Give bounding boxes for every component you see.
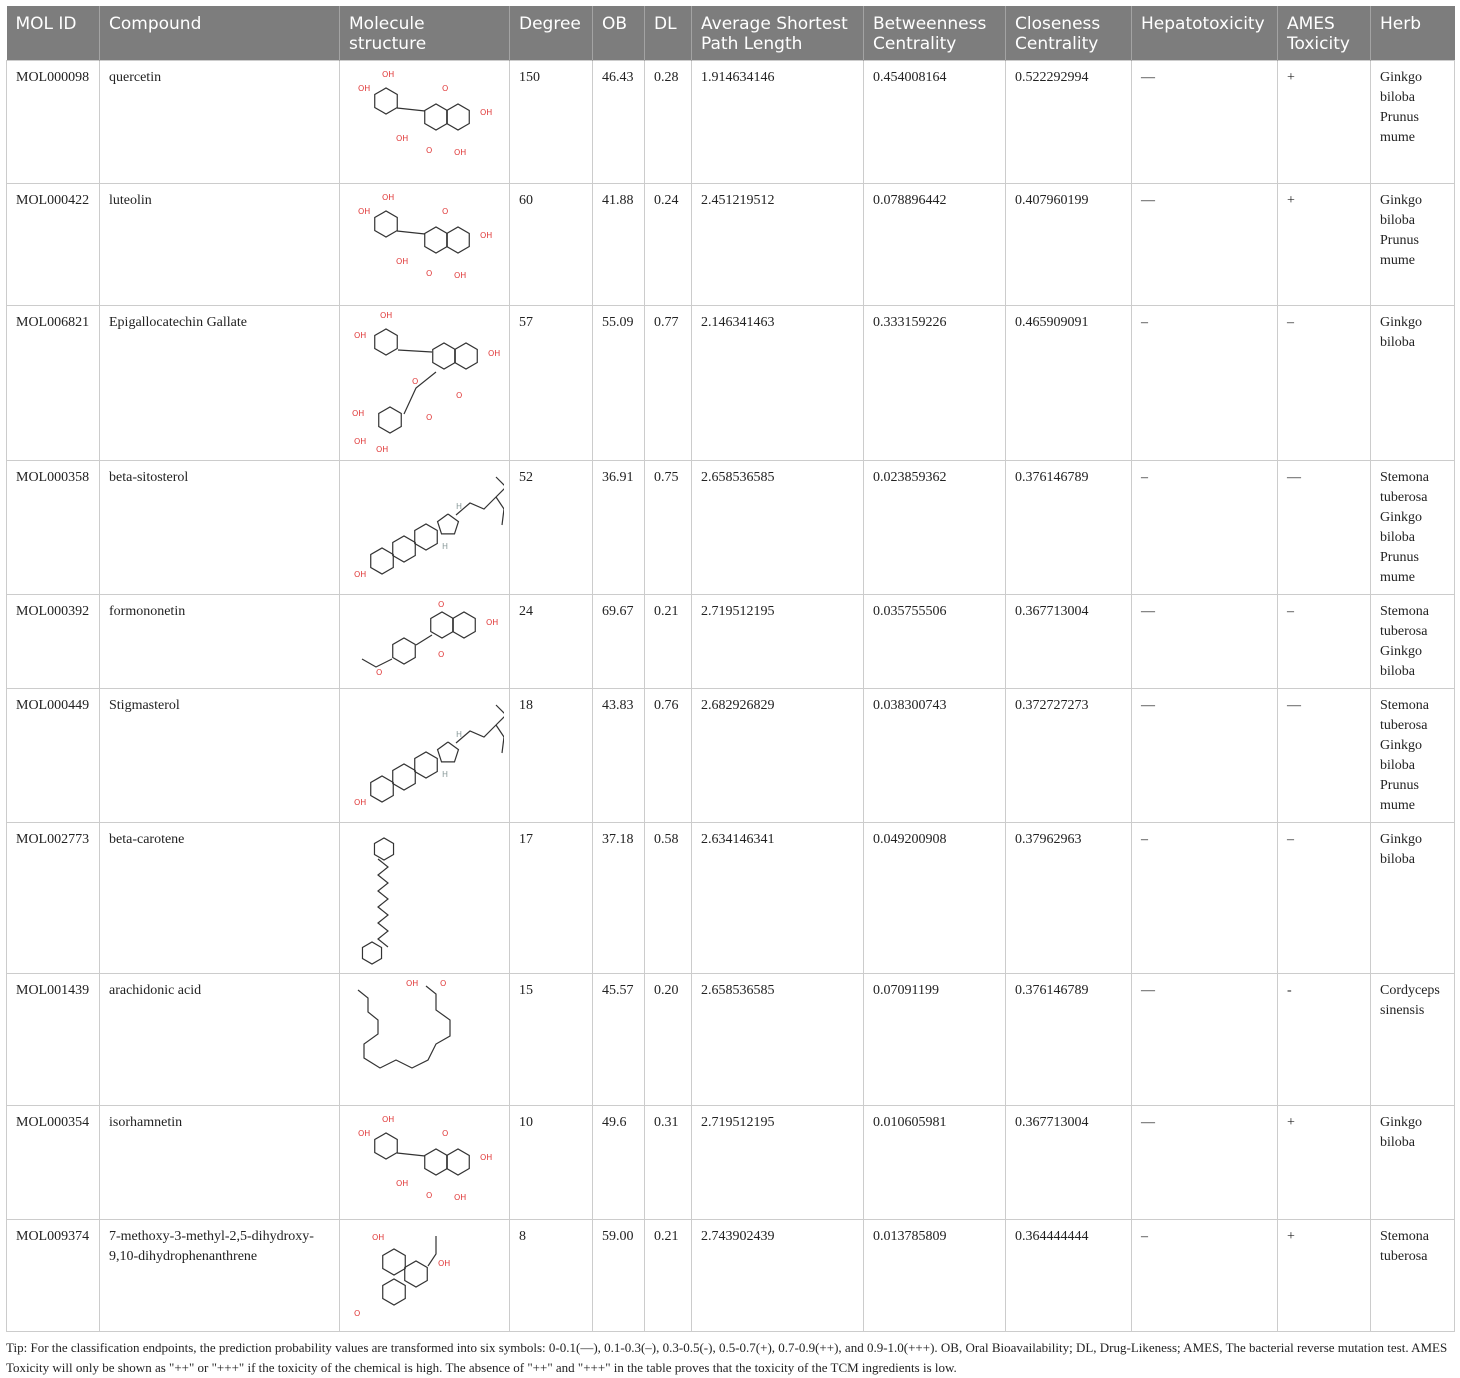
svg-text:H: H [442, 770, 449, 779]
svg-text:H: H [456, 730, 463, 739]
compound-cell: isorhamnetin [100, 1106, 340, 1220]
betweenness-cell: 0.035755506 [864, 595, 1006, 689]
aspl-cell: 2.719512195 [692, 595, 864, 689]
aspl-cell: 2.719512195 [692, 1106, 864, 1220]
svg-text:O: O [426, 413, 433, 422]
col-header-compound: Compound [100, 6, 340, 61]
compound-cell: formononetin [100, 595, 340, 689]
ames-cell: — [1278, 461, 1371, 595]
mol-id-cell: MOL000392 [7, 595, 100, 689]
structure-cell [340, 823, 510, 974]
hepatotoxicity-cell: – [1132, 306, 1278, 461]
col-header-herb: Herb [1371, 6, 1455, 61]
herb-cell: Ginkgo biloba [1371, 1106, 1455, 1220]
betweenness-cell: 0.013785809 [864, 1220, 1006, 1332]
svg-text:O: O [442, 207, 449, 216]
svg-text:OH: OH [354, 437, 367, 446]
hepatotoxicity-cell: — [1132, 595, 1278, 689]
mol-id-cell: MOL002773 [7, 823, 100, 974]
closeness-cell: 0.376146789 [1006, 461, 1132, 595]
svg-text:OH: OH [454, 1193, 467, 1202]
svg-text:OH: OH [480, 231, 493, 240]
col-header-aspl: Average Shortest Path Length [692, 6, 864, 61]
table-row [7, 595, 1455, 689]
flavone-structure-icon [346, 190, 504, 302]
herb-cell: Cordyceps sinensis [1371, 974, 1455, 1106]
compound-cell: arachidonic acid [100, 974, 340, 1106]
mol-id-cell: MOL000358 [7, 461, 100, 595]
dl-cell: 0.21 [645, 1220, 692, 1332]
col-header-dl: DL [645, 6, 692, 61]
dl-cell: 0.28 [645, 61, 692, 184]
herb-cell: Stemona tuberosa Ginkgo biloba [1371, 595, 1455, 689]
aspl-cell: 2.743902439 [692, 1220, 864, 1332]
ames-cell: – [1278, 823, 1371, 974]
betweenness-cell: 0.333159226 [864, 306, 1006, 461]
herb-cell: Stemona tuberosa Ginkgo biloba Prunus mume [1371, 461, 1455, 595]
svg-text:O: O [442, 84, 449, 93]
aspl-cell: 2.658536585 [692, 461, 864, 595]
hepatotoxicity-cell: — [1132, 689, 1278, 823]
svg-text:O: O [426, 146, 433, 155]
closeness-cell: 0.367713004 [1006, 1106, 1132, 1220]
hepatotoxicity-cell: – [1132, 1220, 1278, 1332]
mol-id-cell: MOL000354 [7, 1106, 100, 1220]
degree-cell: 24 [510, 595, 593, 689]
table-row [7, 1106, 1455, 1220]
svg-text:OH: OH [358, 84, 371, 93]
structure-cell [340, 689, 510, 823]
structure-cell [340, 184, 510, 306]
svg-text:O: O [442, 1129, 449, 1138]
svg-text:OH: OH [352, 409, 365, 418]
aspl-cell: 2.146341463 [692, 306, 864, 461]
closeness-cell: 0.407960199 [1006, 184, 1132, 306]
degree-cell: 10 [510, 1106, 593, 1220]
svg-text:OH: OH [372, 1233, 385, 1242]
structure-cell [340, 461, 510, 595]
ames-cell: + [1278, 184, 1371, 306]
mol-id-cell: MOL000449 [7, 689, 100, 823]
betweenness-cell: 0.454008164 [864, 61, 1006, 184]
herb-cell: Ginkgo biloba [1371, 306, 1455, 461]
aspl-cell: 1.914634146 [692, 61, 864, 184]
table-row [7, 306, 1455, 461]
aspl-cell: 2.451219512 [692, 184, 864, 306]
betweenness-cell: 0.078896442 [864, 184, 1006, 306]
ames-cell: – [1278, 306, 1371, 461]
svg-text:OH: OH [382, 70, 395, 79]
betweenness-cell: 0.07091199 [864, 974, 1006, 1106]
mol-id-cell: MOL000098 [7, 61, 100, 184]
ob-cell: 49.6 [593, 1106, 645, 1220]
ames-cell: – [1278, 595, 1371, 689]
fatty-acid-structure-icon [346, 980, 504, 1102]
svg-text:O: O [354, 1309, 361, 1318]
mol-id-cell: MOL006821 [7, 306, 100, 461]
hepatotoxicity-cell: — [1132, 184, 1278, 306]
sterol-structure-icon [346, 695, 504, 819]
svg-text:OH: OH [380, 312, 393, 320]
svg-text:OH: OH [480, 108, 493, 117]
svg-text:OH: OH [396, 1179, 409, 1188]
degree-cell: 52 [510, 461, 593, 595]
herb-cell: Ginkgo biloba Prunus mume [1371, 61, 1455, 184]
col-header-degree: Degree [510, 6, 593, 61]
col-header-structure: Molecule structure [340, 6, 510, 61]
svg-text:OH: OH [406, 980, 419, 988]
svg-text:OH: OH [382, 1115, 395, 1124]
svg-text:O: O [456, 391, 463, 400]
degree-cell: 18 [510, 689, 593, 823]
betweenness-cell: 0.010605981 [864, 1106, 1006, 1220]
ames-cell: + [1278, 1220, 1371, 1332]
degree-cell: 60 [510, 184, 593, 306]
svg-text:OH: OH [354, 798, 367, 807]
svg-text:OH: OH [454, 271, 467, 280]
degree-cell: 15 [510, 974, 593, 1106]
svg-text:OH: OH [486, 618, 499, 627]
compound-table-wrapper [6, 6, 1454, 1332]
closeness-cell: 0.372727273 [1006, 689, 1132, 823]
closeness-cell: 0.364444444 [1006, 1220, 1132, 1332]
compound-cell: luteolin [100, 184, 340, 306]
svg-text:OH: OH [396, 257, 409, 266]
svg-text:OH: OH [376, 445, 389, 454]
closeness-cell: 0.522292994 [1006, 61, 1132, 184]
svg-text:O: O [438, 650, 445, 659]
table-row [7, 823, 1455, 974]
mol-id-cell: MOL009374 [7, 1220, 100, 1332]
dl-cell: 0.76 [645, 689, 692, 823]
compound-table [6, 6, 1455, 1332]
table-row [7, 61, 1455, 184]
closeness-cell: 0.367713004 [1006, 595, 1132, 689]
svg-text:O: O [412, 377, 419, 386]
betweenness-cell: 0.023859362 [864, 461, 1006, 595]
ames-cell: + [1278, 1106, 1371, 1220]
dl-cell: 0.75 [645, 461, 692, 595]
svg-text:H: H [442, 542, 449, 551]
isoflavone-structure-icon [346, 601, 504, 685]
dl-cell: 0.77 [645, 306, 692, 461]
herb-cell: Ginkgo biloba [1371, 823, 1455, 974]
svg-text:O: O [426, 269, 433, 278]
col-header-betweenness: Betweenness Centrality [864, 6, 1006, 61]
phenanthrene-structure-icon [346, 1226, 504, 1328]
table-row [7, 461, 1455, 595]
betweenness-cell: 0.038300743 [864, 689, 1006, 823]
mol-id-cell: MOL001439 [7, 974, 100, 1106]
herb-cell: Stemona tuberosa [1371, 1220, 1455, 1332]
carotenoid-structure-icon [346, 829, 504, 970]
compound-cell: 7-methoxy-3-methyl-2,5-dihydroxy-9,10-dihydrophenanthrene [100, 1220, 340, 1332]
ob-cell: 69.67 [593, 595, 645, 689]
svg-text:O: O [376, 668, 383, 677]
svg-text:O: O [440, 980, 447, 988]
ob-cell: 41.88 [593, 184, 645, 306]
svg-text:OH: OH [480, 1153, 493, 1162]
degree-cell: 150 [510, 61, 593, 184]
svg-text:OH: OH [454, 148, 467, 157]
table-row [7, 1220, 1455, 1332]
dl-cell: 0.31 [645, 1106, 692, 1220]
compound-cell: Epigallocatechin Gallate [100, 306, 340, 461]
hepatotoxicity-cell: – [1132, 823, 1278, 974]
hepatotoxicity-cell: – [1132, 461, 1278, 595]
catechin-gallate-structure-icon [346, 312, 504, 457]
svg-text:OH: OH [438, 1259, 451, 1268]
flavonol-structure-icon [346, 1112, 504, 1216]
svg-text:OH: OH [358, 1129, 371, 1138]
ob-cell: 43.83 [593, 689, 645, 823]
ames-cell: — [1278, 689, 1371, 823]
dl-cell: 0.20 [645, 974, 692, 1106]
table-row [7, 974, 1455, 1106]
herb-cell: Stemona tuberosa Ginkgo biloba Prunus mume [1371, 689, 1455, 823]
col-header-hepatotoxicity: Hepatotoxicity [1132, 6, 1278, 61]
ob-cell: 45.57 [593, 974, 645, 1106]
aspl-cell: 2.658536585 [692, 974, 864, 1106]
degree-cell: 17 [510, 823, 593, 974]
dl-cell: 0.58 [645, 823, 692, 974]
dl-cell: 0.24 [645, 184, 692, 306]
col-header-closeness: Closeness Centrality [1006, 6, 1132, 61]
svg-text:OH: OH [354, 570, 367, 579]
flavonol-structure-icon [346, 67, 504, 180]
svg-text:O: O [426, 1191, 433, 1200]
structure-cell [340, 1106, 510, 1220]
compound-cell: Stigmasterol [100, 689, 340, 823]
dl-cell: 0.21 [645, 595, 692, 689]
col-header-ob: OB [593, 6, 645, 61]
closeness-cell: 0.37962963 [1006, 823, 1132, 974]
svg-text:OH: OH [382, 193, 395, 202]
structure-cell [340, 1220, 510, 1332]
ob-cell: 36.91 [593, 461, 645, 595]
structure-cell [340, 61, 510, 184]
structure-cell [340, 974, 510, 1106]
closeness-cell: 0.465909091 [1006, 306, 1132, 461]
table-row [7, 689, 1455, 823]
col-header-mol-id: MOL ID [7, 6, 100, 61]
svg-text:H: H [456, 502, 463, 511]
ames-cell: - [1278, 974, 1371, 1106]
table-footnote: Tip: For the classification endpoints, the prediction probability values are transformed into six symbols: 0-0.1(—), 0.1-0.3(–), 0.3-0.5(-), 0.5-0.7(+), 0.7-0.9(++), and 0.9-1.0(+++). OB, Oral Bioavailability; DL, Drug-Likeness; AMES, The bacterial reverse mutation test. AMES Toxicity will only be shown as "++" or "+++" if the toxicity of the chemical is high. The absence of "++" and "+++" in the table proves that the toxicity of the TCM ingredients is low. [6, 1340, 1448, 1375]
herb-cell: Ginkgo biloba Prunus mume [1371, 184, 1455, 306]
svg-text:O: O [438, 601, 445, 609]
svg-text:OH: OH [488, 349, 501, 358]
compound-cell: beta-carotene [100, 823, 340, 974]
closeness-cell: 0.376146789 [1006, 974, 1132, 1106]
structure-cell [340, 595, 510, 689]
ames-cell: + [1278, 61, 1371, 184]
svg-text:OH: OH [354, 331, 367, 340]
degree-cell: 57 [510, 306, 593, 461]
ob-cell: 37.18 [593, 823, 645, 974]
structure-cell [340, 306, 510, 461]
header-row [7, 6, 1455, 61]
ob-cell: 59.00 [593, 1220, 645, 1332]
compound-cell: quercetin [100, 61, 340, 184]
ob-cell: 46.43 [593, 61, 645, 184]
hepatotoxicity-cell: — [1132, 61, 1278, 184]
compound-cell: beta-sitosterol [100, 461, 340, 595]
svg-text:OH: OH [396, 134, 409, 143]
aspl-cell: 2.682926829 [692, 689, 864, 823]
degree-cell: 8 [510, 1220, 593, 1332]
table-row [7, 184, 1455, 306]
aspl-cell: 2.634146341 [692, 823, 864, 974]
hepatotoxicity-cell: — [1132, 1106, 1278, 1220]
col-header-ames: AMES Toxicity [1278, 6, 1371, 61]
hepatotoxicity-cell: — [1132, 974, 1278, 1106]
svg-text:OH: OH [358, 207, 371, 216]
mol-id-cell: MOL000422 [7, 184, 100, 306]
betweenness-cell: 0.049200908 [864, 823, 1006, 974]
ob-cell: 55.09 [593, 306, 645, 461]
sterol-structure-icon [346, 467, 504, 591]
